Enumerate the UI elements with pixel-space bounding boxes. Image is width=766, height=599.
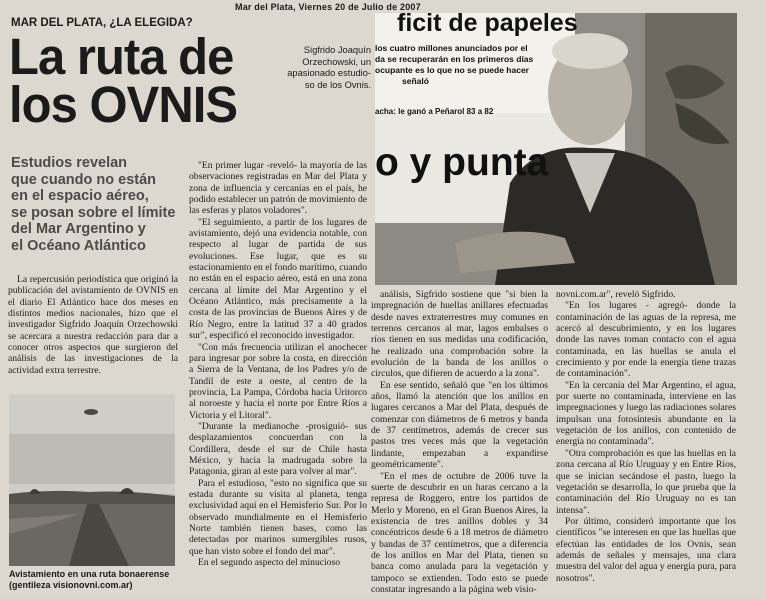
paragraph: "Con más frecuencia utilizan el anochecer para ingresar por sobre la costa, en dirección a Sierra de la Ventana, de los Padres y/o de Tandil de este a oeste, al centro de la provincia, La Pampa, Córdoba hacia Uritorco al noroeste y hacia el norte por Entre Ríos a Victoria y el Litoral".	[189, 341, 367, 421]
ufo-road-photo	[9, 394, 175, 566]
photo-newspaper-sports-line: acha: le ganó a Peñarol 83 a 82	[375, 107, 494, 116]
portrait-caption-line: apasionado estudio-	[287, 68, 371, 78]
paragraph: "En primer lugar -reveló- la mayoría de las observaciones registradas en Mar del Plata y zona de influencia y cercanías en el país, he podido establecer un patrón de movimiento de las esferas y platos voladores".	[189, 160, 367, 217]
section-kicker: MAR DEL PLATA, ¿LA ELEGIDA?	[11, 17, 193, 29]
portrait-caption-line: Orzechowski, un	[302, 56, 371, 67]
paragraph: análisis, Sigfrido sostiene que "si bien la impregnación de huellas anillares efectuadas desde naves extraterrestres muy comunes en terrenos cercanos al mar, lagos embalses o ríos tienen en sus medidas una codificación, he realizado una comprobación sobre la evolución de la banda de los anillos o círculos, que difieren de acuerdo a la zona".	[371, 289, 548, 380]
paragraph: "El seguimiento, a partir de los lugares de avistamiento, dejó una evidencia notable, con respecto al lugar de partida de sus evoluciones. Ese lugar, que es su estacionamiento en el fondo marítimo, cuando no están en el espacio aéreo, está en una zona cercana al límite del Mar Argentino y el Océano Atlántico, más precisamente a la costa de las provincias de Buenos Aires y de Río Negro, entre la latitud 37 a 40 grados sur", especificó el reconocido investigador.	[189, 216, 367, 342]
deck-line: que cuando no están	[11, 171, 157, 188]
portrait-caption-line: so de los Ovnis.	[304, 79, 371, 90]
photo-newspaper-line: los cuatro millones anunciados por el	[375, 43, 528, 53]
headline-line-1: La ruta de	[9, 28, 234, 85]
deck-line: Estudios revelan	[11, 155, 128, 171]
paragraph: "Otra comprobación es que las huellas en la zona cercana al Río Uruguay y en Entre Ríos, que se inician secándose el pasto, luego la vegetación se desarrolla, lo que prueba que la contaminación del Río Uruguay no es tan intensa".	[556, 447, 736, 516]
photo-newspaper-line: da se recuperarán en los primeros días	[375, 54, 534, 64]
headline-line-2: los OVNIS	[9, 76, 238, 133]
paragraph: novni.com.ar", reveló Sigfrido.	[556, 289, 676, 300]
paragraph: "En los lugares - agregó- donde la contaminación de las aguas de la represa, me acercó al descubrimiento, y en los lugares donde las naves toman contacto con el agua contaminada, en las huellas se anula el crecimiento y por ende la energía tiene trazas de contaminación".	[556, 300, 736, 380]
paragraph: "En la cercanía del Mar Argentino, el agua, por suerte no contaminada, interviene en las impregnaciones y luego las radiaciones solares impulsan una fotosíntesis abundante en la vegetación de los anillos, con contenido de energía no contaminada".	[556, 379, 736, 448]
headline	[9, 28, 261, 133]
photo-newspaper-line: señaló	[402, 76, 429, 86]
deck-line: se posan sobre el límite	[11, 204, 176, 221]
deck-line: el Océano Atlántico	[11, 237, 146, 254]
paragraph: Por último, consideró importante que los científicos "se interesen en que las huellas que efectúan las entidades de los Ovnis, sean además de señales y mensajes, una clara muestra del valor del agua y energía pura, para nosotros".	[556, 515, 736, 584]
portrait-caption-line: Sigfrido Joaquín	[303, 45, 371, 55]
road-photo-caption	[9, 569, 184, 591]
article-column-3	[371, 289, 548, 595]
deck-line: en el espacio aéreo,	[11, 188, 149, 204]
road-photo-caption-line: Avistamiento en una ruta bonaerense	[9, 569, 170, 579]
ufo-road-photo-art	[9, 394, 175, 566]
paragraph: En ese sentido, señaló que "en los últimos años, llamó la atención que los anillos en lugares cercanos a Mar del Plata, después de comenzar con diámetros de 6 metros y banda de 37 centímetros, además de crecer sus pastos tres veces más que la vegetación lindante, empezaban a expandirse geométricamente".	[371, 379, 548, 471]
article-column-2	[189, 160, 367, 568]
portrait-caption	[287, 45, 371, 91]
photo-newspaper-line: ocupante es lo que no se puede hacer	[375, 65, 529, 75]
road-photo-caption-line: (gentileza visionovni.com.ar)	[9, 580, 133, 590]
photo-newspaper-headline: ficit de papeles	[397, 13, 578, 37]
article-column-1	[8, 274, 178, 376]
masthead-date: Mar del Plata, Viernes 20 de Julio de 2007	[235, 2, 421, 12]
photo-newspaper-big-text: o y punta	[375, 141, 549, 184]
deck-line: del Mar Argentino y	[11, 221, 146, 237]
article-column-4	[556, 289, 736, 584]
paragraph: Para el estudioso, "esto no significa que su estada durante su visita al planeta, tenga exclusividad aquí en el Hemisferio Sur. Por lo observado mundialmente en el Hemisferio Norte también tienen bases, como las detectadas por marinos sumergibles rusos, que han visto sobre el fondo del mar".	[189, 477, 367, 557]
paragraph: En el segundo aspecto del minucioso	[198, 557, 341, 569]
paragraph: "En el mes de octubre de 2006 tuve la suerte de descubrir en un haras cercano a la represa de Roggero, entre los partidos de Merlo y Moreno, en el Gran Buenos Aires, la existencia de tres anillos dobles y 34 concéntricos desde 6 a 18 metros de diámetro y bandas de 37 centímetros, que a diferencia de los anillos en Mar del Plata, tienen su banca como anulada para la vegetación y tampoco se extienden. Todo esto se puede constatar ingresando a la página web visio-	[371, 470, 548, 595]
paragraph: "Durante la medianoche -prosiguió- sus desplazamientos concuerdan con la Cordillera, desde el sur de Chile hasta México, y hacia la madrugada sobre la Patagonia, giran al este para volver al mar".	[189, 420, 367, 478]
paragraph: La repercusión periodística que originó la publicación del avistamiento de OVNIS en el diario El Atlántico hace dos meses en distintos medios nacionales, hizo que el investigador Sigfrido Joaquín Orzechowski se acercara a nuestra redacción para dar a conocer otros aspectos que surgieron del análisis de las investigaciones de la actividad extra terrestre.	[8, 274, 178, 376]
portrait-photo	[375, 13, 737, 285]
